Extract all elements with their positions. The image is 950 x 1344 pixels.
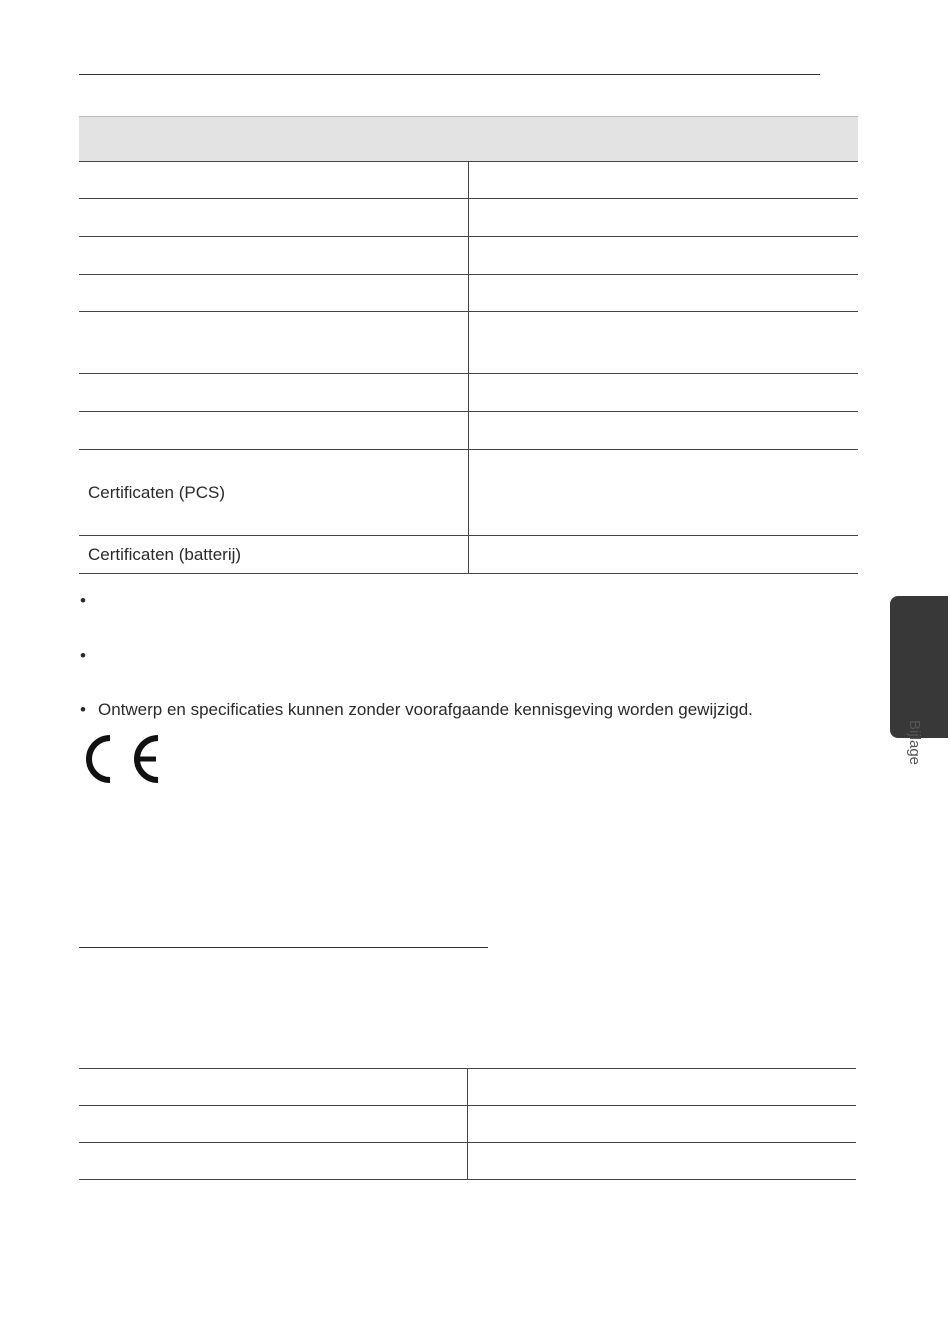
spec-value	[469, 412, 859, 450]
table-row	[79, 237, 858, 275]
top-divider	[79, 74, 820, 75]
spec-label	[79, 412, 469, 450]
table-row	[79, 536, 858, 574]
table-header-row	[79, 117, 858, 162]
spec-label	[79, 162, 469, 199]
section-tab-label: Bijlage	[906, 720, 923, 766]
bullet-icon: •	[80, 700, 86, 719]
bottom-value	[468, 1069, 857, 1106]
spec-value	[469, 312, 859, 374]
spec-value	[469, 536, 859, 574]
spec-label	[79, 312, 469, 374]
spec-label: Certificaten (batterij)	[79, 536, 469, 574]
spec-value	[469, 162, 859, 199]
bottom-value	[468, 1143, 857, 1180]
bottom-value	[468, 1106, 857, 1143]
spec-value	[469, 374, 859, 412]
spec-label: Certificaten (PCS)	[79, 450, 469, 536]
table-row	[79, 1143, 856, 1180]
bottom-table	[79, 1068, 856, 1180]
note-item	[80, 699, 753, 721]
bullet-icon: •	[80, 591, 86, 610]
specifications-table	[79, 116, 858, 574]
spec-label	[79, 275, 469, 312]
spec-value	[469, 199, 859, 237]
table-row	[79, 374, 858, 412]
spec-label	[79, 374, 469, 412]
note-item	[80, 645, 98, 667]
spec-label	[79, 237, 469, 275]
section-divider	[79, 947, 488, 948]
table-row	[79, 312, 858, 374]
table-row	[79, 1069, 856, 1106]
bullet-icon: •	[80, 646, 86, 665]
spec-value	[469, 237, 859, 275]
bottom-label	[79, 1069, 468, 1106]
table-row	[79, 412, 858, 450]
note-item	[80, 590, 98, 612]
table-row	[79, 199, 858, 237]
table-row	[79, 275, 858, 312]
table-row	[79, 162, 858, 199]
spec-value	[469, 275, 859, 312]
spec-value	[469, 450, 859, 536]
note-text: Ontwerp en specificaties kunnen zonder voorafgaande kennisgeving worden gewijzigd.	[98, 700, 753, 719]
bottom-label	[79, 1106, 468, 1143]
table-row	[79, 450, 858, 536]
section-tab	[890, 596, 948, 738]
table-header	[79, 117, 858, 162]
bottom-label	[79, 1143, 468, 1180]
table-row	[79, 1106, 856, 1143]
ce-mark-icon	[86, 734, 162, 784]
spec-label	[79, 199, 469, 237]
